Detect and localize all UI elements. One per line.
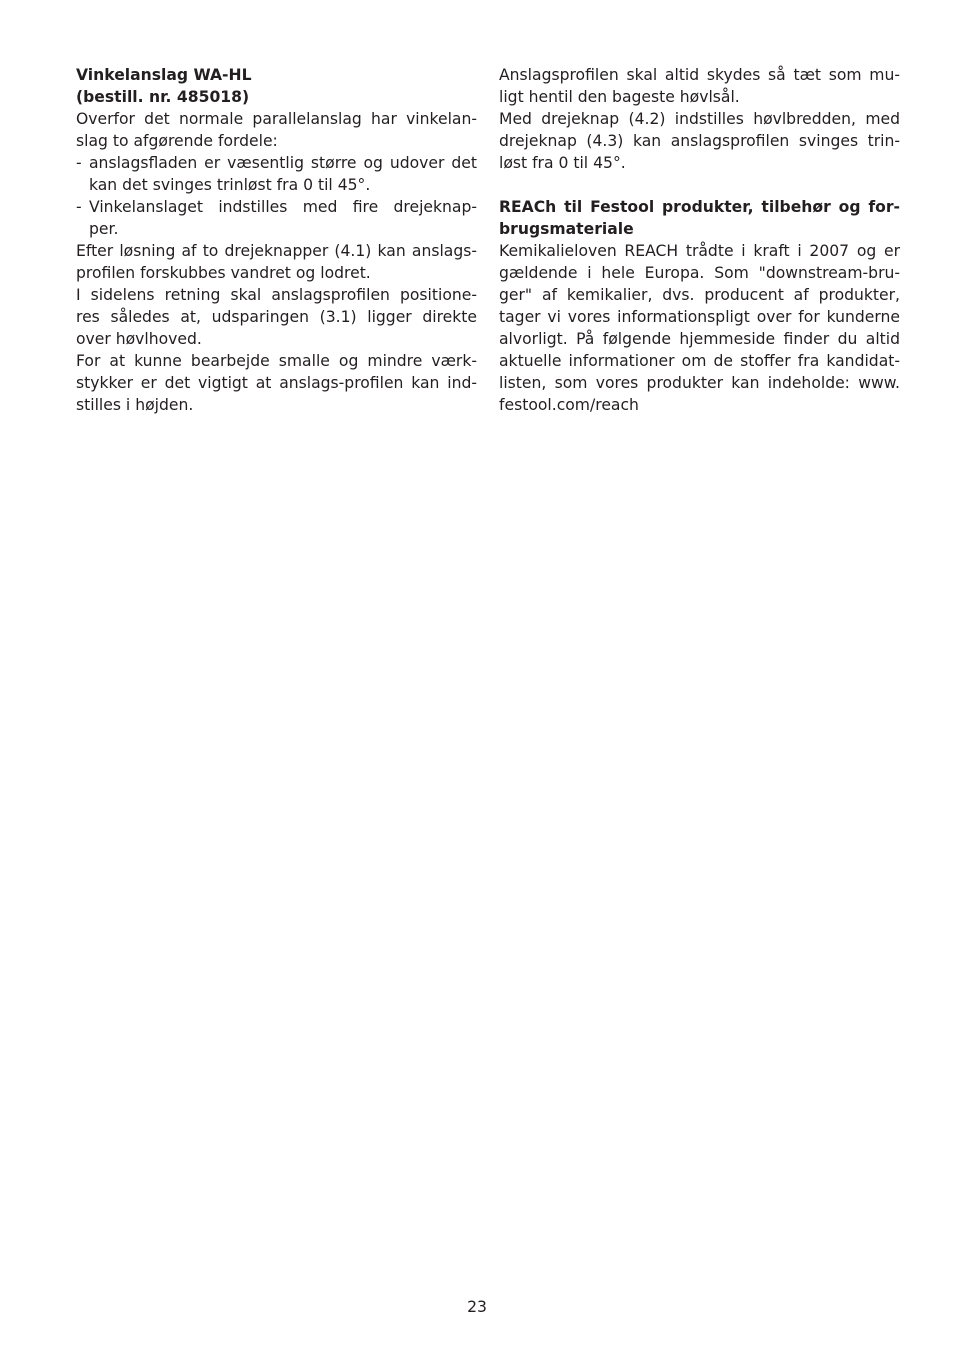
page-number: 23 (467, 1298, 487, 1316)
text-line: profilen forskubbes vandret og lodret. (76, 264, 371, 282)
text-line: over høvlhoved. (76, 330, 202, 348)
text-line: listen, som vores produkter kan indeholde: www. (499, 374, 900, 392)
text-line: aktuelle informationer om de stoffer fra kandidat- (499, 352, 900, 370)
bullet-dash: - (76, 198, 82, 216)
text-line: stilles i højden. (76, 396, 194, 414)
text-line: Efter løsning af to drejeknapper (4.1) kan anslags- (76, 242, 477, 260)
section-heading (499, 196, 900, 240)
heading-line: REACh til Festool produkter, tilbehør og for- (499, 198, 900, 216)
text-line: I sidelens retning skal anslagsprofilen positione- (76, 286, 477, 304)
text-line: alvorligt. På følgende hjemmeside finder du altid (499, 330, 900, 348)
text-line: Med drejeknap (4.2) indstilles høvlbredden, med (499, 110, 900, 128)
list-item (76, 152, 477, 196)
bullet-dash: - (76, 154, 82, 172)
paragraph (76, 350, 477, 416)
right-column (499, 64, 900, 416)
text-line: res således at, udsparingen (3.1) ligger direkte (76, 308, 477, 326)
paragraph (499, 240, 900, 416)
intro-paragraph (76, 108, 477, 152)
text-line: kan det svinges trinløst fra 0 til 45°. (89, 176, 371, 194)
left-column (76, 64, 477, 416)
text-line: Anslagsprofilen skal altid skydes så tæt som mu- (499, 66, 900, 84)
text-line: ger" af kemikalier, dvs. producent af produkter, (499, 286, 900, 304)
text-line: For at kunne bearbejde smalle og mindre værk- (76, 352, 477, 370)
heading-line: brugsmateriale (499, 220, 634, 238)
text-line: per. (89, 220, 119, 238)
paragraph (499, 64, 900, 108)
text-line: Overfor det normale parallelanslag har vinkelan- (76, 110, 477, 128)
text-line: anslagsfladen er væsentlig større og udover det (89, 154, 477, 172)
paragraph (76, 284, 477, 350)
paragraph (499, 108, 900, 174)
section-heading-line1: Vinkelanslag WA-HL (76, 66, 252, 84)
text-line: stykker er det vigtigt at anslags-profilen kan ind- (76, 374, 477, 392)
text-line: slag to afgørende fordele: (76, 132, 278, 150)
text-line: tager vi vores informationspligt over for kunderne (499, 308, 900, 326)
text-line: drejeknap (4.3) kan anslagsprofilen svinges trin- (499, 132, 900, 150)
text-line: løst fra 0 til 45°. (499, 154, 626, 172)
text-line: Kemikalieloven REACH trådte i kraft i 2007 og er (499, 242, 900, 260)
text-line: gældende i hele Europa. Som "downstream-bru- (499, 264, 900, 282)
text-line: festool.com/reach (499, 396, 639, 414)
paragraph (76, 240, 477, 284)
list-item (76, 196, 477, 240)
section-heading-line2: (bestill. nr. 485018) (76, 88, 250, 106)
text-line: ligt hentil den bageste høvlsål. (499, 88, 740, 106)
text-line: Vinkelanslaget indstilles med fire drejeknap- (89, 198, 477, 216)
spacer (499, 174, 900, 196)
